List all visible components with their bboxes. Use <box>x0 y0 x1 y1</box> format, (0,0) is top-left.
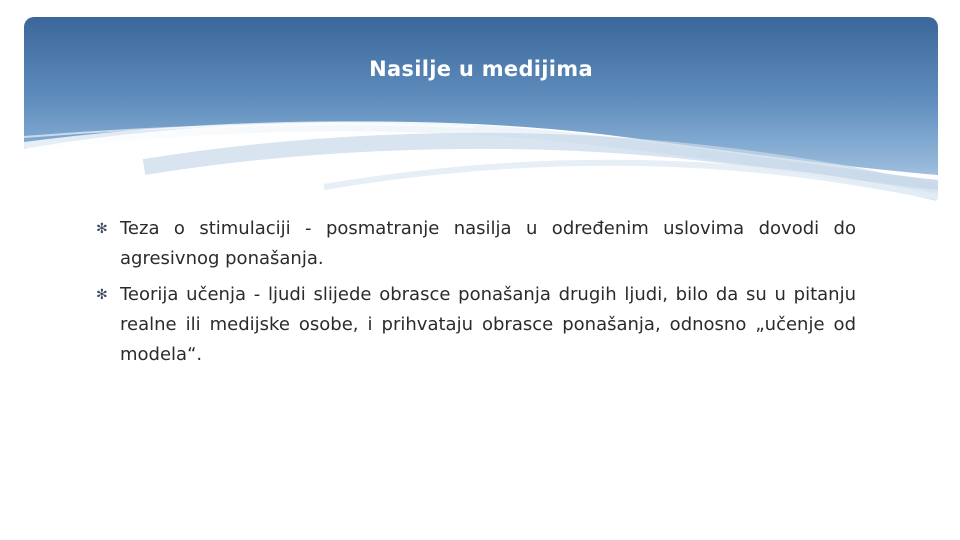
bullet-item-2 <box>96 280 856 370</box>
header-banner-graphic <box>24 17 938 203</box>
bullet-text: Teza o stimulaciji - posmatranje nasilja u određenim uslovima dovodi do agresivnog ponašanja. <box>120 218 856 269</box>
asterisk-bullet-icon: ✻ <box>96 221 108 237</box>
bullet-item-1 <box>96 214 856 274</box>
asterisk-bullet-icon: ✻ <box>96 287 108 303</box>
bullet-text: Teorija učenja - ljudi slijede obrasce ponašanja drugih ljudi, bilo da su u pitanju realne ili medijske osobe, i prihvataju obrasce ponašanja, odnosno „učenje od modela“. <box>120 284 856 365</box>
slide-title: Nasilje u medijima <box>369 57 593 81</box>
header-banner <box>24 17 938 203</box>
slide-content <box>96 214 856 376</box>
